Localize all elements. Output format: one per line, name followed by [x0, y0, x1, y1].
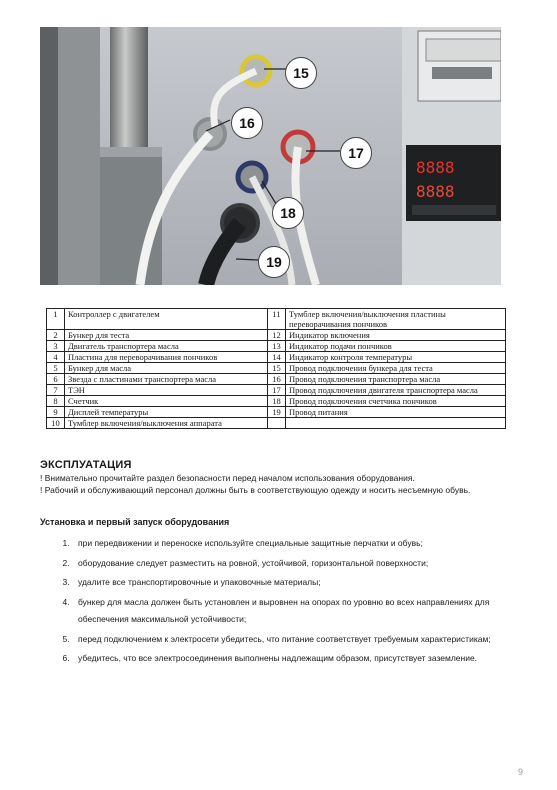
legend-number: 10 — [47, 418, 65, 429]
equipment-photo — [40, 27, 501, 285]
callout-19: 19 — [258, 246, 290, 278]
legend-text: Провод подключения транспортера масла — [286, 374, 506, 385]
legend-number: 7 — [47, 385, 65, 396]
list-item: 2. оборудование следует разместить на ровной, устойчивой, горизонтальной поверхности; — [72, 555, 542, 573]
legend-text: ТЭН — [65, 385, 268, 396]
legend-text: Бункер для теста — [65, 330, 268, 341]
legend-text: Тумблер включения/выключения пластины переворачивания пончиков — [286, 309, 506, 330]
parts-legend-body — [47, 309, 506, 429]
table-row — [47, 309, 506, 330]
callout-18: 18 — [272, 197, 304, 229]
legend-number: 15 — [268, 363, 286, 374]
warning-1: ! Внимательно прочитайте раздел безопасности перед началом использования оборудования. — [40, 473, 415, 483]
legend-text: Дисплей температуры — [65, 407, 268, 418]
legend-number — [268, 418, 286, 429]
section-title: ЭКСПЛУАТАЦИЯ — [40, 459, 132, 471]
legend-text: Индикатор подачи пончиков — [286, 341, 506, 352]
parts-legend-table — [46, 308, 506, 429]
legend-number: 5 — [47, 363, 65, 374]
legend-text: Тумблер включения/выключения аппарата — [65, 418, 268, 429]
callout-15: 15 — [285, 57, 317, 89]
table-row — [47, 363, 506, 374]
table-row — [47, 341, 506, 352]
section-subtitle: Установка и первый запуск оборудования — [40, 517, 230, 527]
legend-text: Провод питания — [286, 407, 506, 418]
legend-number: 16 — [268, 374, 286, 385]
list-item: 1. при передвижении и переноске используйте специальные защитные перчатки и обувь; — [72, 535, 542, 553]
list-item: 3. удалите все транспортировочные и упаковочные материалы; — [72, 574, 542, 592]
legend-number: 8 — [47, 396, 65, 407]
callout-16: 16 — [231, 107, 263, 139]
list-item: 6. убедитесь, что все электросоединения выполнены надлежащим образом, присутствует заземление. — [72, 650, 542, 668]
table-row — [47, 407, 506, 418]
legend-number: 12 — [268, 330, 286, 341]
legend-text: Провод подключения бункера для теста — [286, 363, 506, 374]
table-row — [47, 352, 506, 363]
legend-text: Индикатор включения — [286, 330, 506, 341]
legend-text: Счетчик — [65, 396, 268, 407]
legend-number: 3 — [47, 341, 65, 352]
legend-number: 14 — [268, 352, 286, 363]
svg-text:8888: 8888 — [416, 158, 455, 177]
legend-text: Двигатель транспортера масла — [65, 341, 268, 352]
warning-2: ! Рабочий и обслуживающий персонал должны быть в соответствующую одежду и носить несъемную обувь. — [40, 485, 471, 495]
table-row — [47, 396, 506, 407]
legend-text: Индикатор контроля температуры — [286, 352, 506, 363]
legend-number: 4 — [47, 352, 65, 363]
callout-17: 17 — [340, 137, 372, 169]
legend-number: 13 — [268, 341, 286, 352]
legend-text: Бункер для масла — [65, 363, 268, 374]
legend-text: Пластина для переворачивания пончиков — [65, 352, 268, 363]
legend-text: Контроллер с двигателем — [65, 309, 268, 330]
legend-number: 1 — [47, 309, 65, 330]
table-row — [47, 385, 506, 396]
list-item: 5. перед подключением к электросети убедитесь, что питание соответствует требуемым характеристикам; — [72, 631, 542, 649]
legend-number: 11 — [268, 309, 286, 330]
legend-text: Звезда с пластинами транспортера масла — [65, 374, 268, 385]
table-row — [47, 418, 506, 429]
legend-text: Провод подключения счетчика пончиков — [286, 396, 506, 407]
table-row — [47, 374, 506, 385]
list-item: 4. бункер для масла должен быть установлен и выровнен на опорах по уровню во всех направлениях для обеспечения максимальной устойчивости; — [72, 594, 542, 629]
page-number: 9 — [517, 767, 523, 777]
legend-text: Провод подключения двигателя транспортера масла — [286, 385, 506, 396]
legend-number: 9 — [47, 407, 65, 418]
svg-text:8888: 8888 — [416, 182, 455, 201]
legend-number: 19 — [268, 407, 286, 418]
legend-number: 18 — [268, 396, 286, 407]
legend-text — [286, 418, 506, 429]
table-row — [47, 330, 506, 341]
setup-steps-list — [40, 535, 542, 670]
legend-number: 2 — [47, 330, 65, 341]
legend-number: 6 — [47, 374, 65, 385]
legend-number: 17 — [268, 385, 286, 396]
